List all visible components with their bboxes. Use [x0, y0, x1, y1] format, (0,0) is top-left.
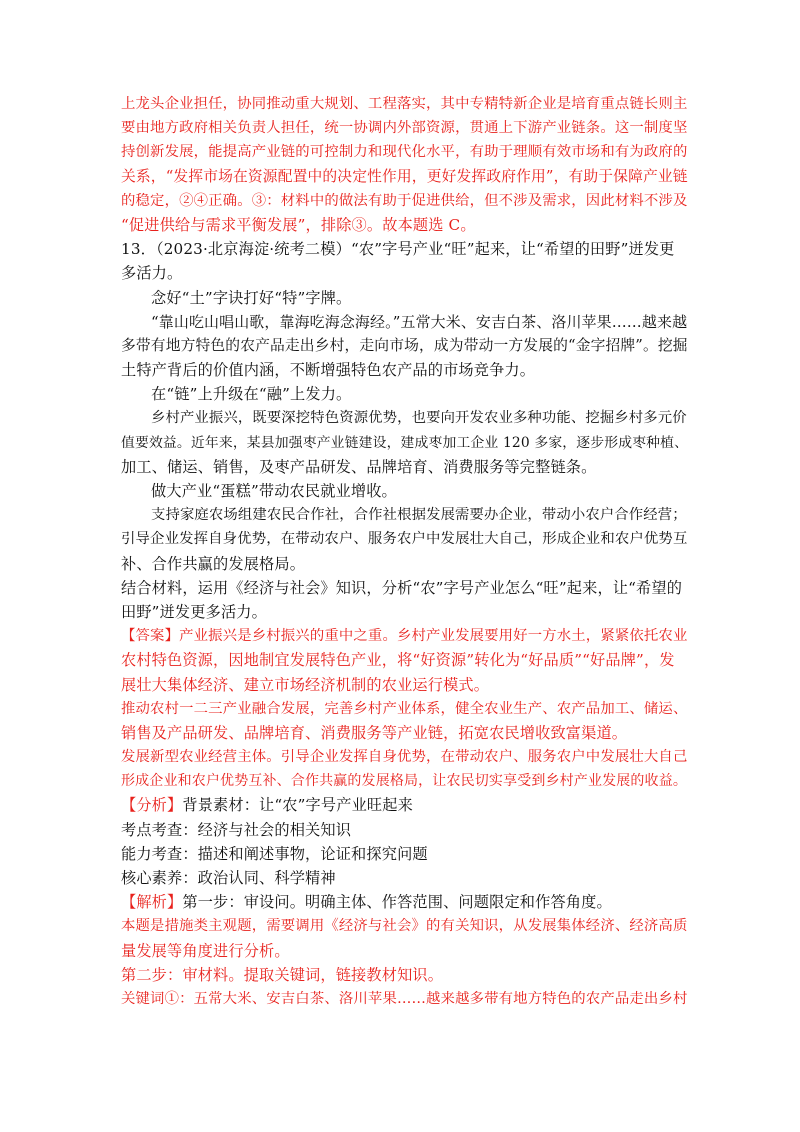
text-line-content: 13．（2023·北京海淀·统考二模）“农”字号产业“旺”起来，让“希望的田野”迸发更 [121, 240, 675, 259]
text-line [121, 987, 687, 1011]
text-line-content: 值要效益。近年来，某县加强枣产业链建设，建成枣加工企业 120 多家，逐步形成枣种植、 [121, 434, 689, 451]
text-line [121, 310, 687, 334]
text-line [121, 431, 687, 455]
text-line-content: 加工、储运、销售，及枣产品研发、品牌培育、消费服务等完整链条。 [121, 457, 597, 476]
text-line [121, 963, 687, 987]
text-line-content: 能力考查：描述和阐述事物，论证和探究问题 [121, 844, 428, 863]
text-line [121, 552, 687, 576]
text-line-content: “促进供给与需求平衡发展”，排除③。故本题选 C。 [121, 215, 476, 234]
text-line [121, 165, 687, 189]
text-line-content: 形成企业和农户优势互补、合作共赢的发展格局，让农民切实享受到乡村产业发展的收益。 [121, 773, 687, 790]
text-line-content: 发展新型农业经营主体。引导企业发挥自身优势，在带动农户、服务农户中发展壮大自己 [121, 749, 688, 766]
text-line-content: 展壮大集体经济、建立市场经济机制的农业运行模式。 [121, 675, 490, 694]
text-line-content: 引导企业发挥自身优势，在带动农户、服务农户中发展壮大自己，形成企业和农户优势互 [121, 531, 688, 548]
text-line [121, 382, 687, 406]
text-line [121, 745, 687, 769]
text-line [121, 455, 687, 479]
text-line [121, 140, 687, 164]
text-line-content: 在“链”上升级在“融”上发力。 [151, 385, 352, 404]
text-line-content: 补、合作共赢的发展格局。 [121, 554, 306, 573]
text-line-content: 上龙头企业担任，协同推动重大规划、工程落实，其中专精特新企业是培育重点链长则主 [121, 96, 688, 112]
text-line-content: 核心素养：政治认同、科学精神 [121, 869, 336, 887]
text-line-content: 【答案】产业振兴是乡村振兴的重中之重。乡村产业发展要用好一方水土，紧紧依托农业 [121, 628, 688, 645]
text-line [121, 213, 687, 237]
text-line [121, 624, 687, 648]
text-line-content: 支持家庭农场组建农民合作社，合作社根据发展需要办企业，带动小农户合作经营； [151, 507, 687, 524]
document-body [121, 92, 687, 1011]
text-line [121, 939, 687, 963]
text-line [121, 92, 687, 116]
text-line-content: 推动农村一二三产业融合发展，完善乡村产业体系，健全农业生产、农产品加工、储运、 [121, 700, 688, 717]
text-line [121, 673, 687, 697]
text-line [121, 842, 687, 866]
text-line-content: 背景素材：让“农”字号产业旺起来 [182, 796, 413, 815]
text-line [121, 648, 687, 672]
text-line [121, 286, 687, 310]
section-tag: 【分析】 [121, 796, 183, 815]
text-line [121, 503, 687, 527]
text-line-content: 农村特色资源，因地制宜发展特色产业，将“好资源”转化为“好品质”“好品牌”，发 [121, 651, 675, 670]
text-line [121, 358, 687, 382]
text-line-content: 要由地方政府相关负责人担任，统一协调内外部资源，贯通上下游产业链条。这一制度坚 [121, 120, 688, 137]
text-line-content: 销售及产品研发、品牌培育、消费服务等产业链，拓宽农民增收致富渠道。 [121, 723, 628, 742]
text-line-content: 量发展等角度进行分析。 [121, 941, 290, 960]
text-line-content: 田野”迸发更多活力。 [121, 602, 267, 621]
text-line-content: 第二步：审材料。提取关键词，链接教材知识。 [121, 965, 444, 984]
text-line [121, 793, 687, 817]
text-line-content: 本题是措施类主观题，需要调用《经济与社会》的有关知识，从发展集体经济、经济高质 [121, 918, 688, 935]
text-line-content: 结合材料，运用《经济与社会》知识，分析“农”字号产业怎么“旺”起来，让“希望的 [121, 578, 683, 597]
text-line-content: 的稳定，②④正确。③：材料中的做法有助于促进供给，但不涉及需求，因此材料不涉及 [121, 192, 688, 209]
text-line-content: 多带有地方特色的农产品走出乡村，走向市场，成为带动一方发展的“金字招牌”。挖掘 [121, 336, 688, 354]
text-line-content: 乡村产业振兴，既要深挖特色资源优势，也要向开发农业多种功能、挖掘乡村多元价 [151, 410, 687, 427]
text-line-content: 做大产业“蛋糕”带动农民就业增收。 [151, 482, 397, 500]
text-line [121, 237, 687, 261]
text-line-content: 考点考查：经济与社会的相关知识 [121, 820, 352, 839]
text-line [121, 818, 687, 842]
text-line [121, 769, 687, 793]
text-line [121, 914, 687, 938]
text-line-content: 多活力。 [121, 264, 183, 283]
text-line [121, 576, 687, 600]
text-line [121, 866, 687, 890]
text-line [121, 189, 687, 213]
text-line [121, 600, 687, 624]
text-line-content: “靠山吃山唱山歌，靠海吃海念海经。”五常大米、安吉白茶、洛川苹果……越来越 [151, 312, 688, 331]
text-line [121, 261, 687, 285]
text-line-content: 持创新发展，能提高产业链的可控制力和现代化水平，有助于理顺有效市场和有为政府的 [121, 144, 688, 161]
text-line [121, 479, 687, 503]
text-line [121, 890, 687, 914]
text-line-content: 关系，“发挥市场在资源配置中的决定性作用，更好发挥政府作用”，有助于保障产业链 [121, 167, 688, 185]
text-line-content: 土特产背后的价值内涵，不断增强特色农产品的市场竞争力。 [121, 361, 536, 380]
text-line-content: 关键词①：五常大米、安吉白茶、洛川苹果……越来越多带有地方特色的农产品走出乡村 [121, 990, 688, 1007]
text-line-content: 第一步：审设问。明确主体、作答范围、问题限定和作答角度。 [182, 893, 612, 912]
section-tag: 【解析】 [121, 893, 183, 912]
text-line [121, 334, 687, 358]
text-line [121, 406, 687, 430]
text-line [121, 116, 687, 140]
text-line [121, 721, 687, 745]
text-line [121, 697, 687, 721]
text-line-content: 念好“土”字诀打好“特”字牌。 [151, 288, 352, 307]
text-line [121, 527, 687, 551]
